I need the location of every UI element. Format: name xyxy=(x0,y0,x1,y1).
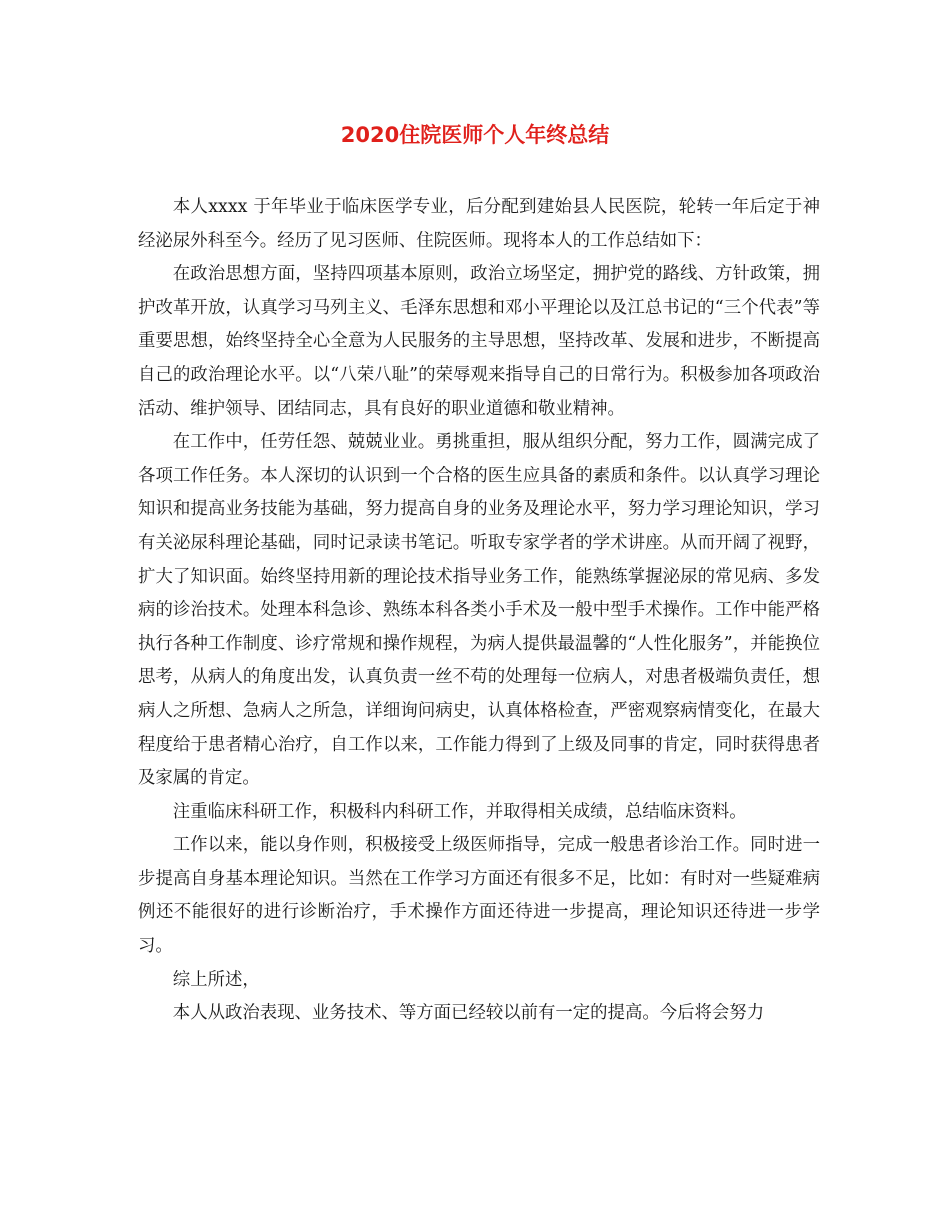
document-title: 2020住院医师个人年终总结 xyxy=(340,123,610,147)
paragraph-political-thought: 在政治思想方面，坚持四项基本原则，政治立场坚定，拥护党的路线、方针政策，拥护改革开放，认真学习马列主义、毛泽东思想和邓小平理论以及江总书记的“三个代表”等重要思想，始终坚持全心全意为人民服务的主导思想，坚持改革、发展和进步，不断提高自己的政治理论水平。以“八荣八耻”的荣辱观来指导自己的日常行为。积极参加各项政治活动、维护领导、团结同志，具有良好的职业道德和敬业精神。 xyxy=(138,264,820,419)
document-body xyxy=(138,191,820,1031)
paragraph-work-performance: 在工作中，任劳任怨、兢兢业业。勇挑重担，服从组织分配，努力工作，圆满完成了各项工作任务。本人深切的认识到一个合格的医生应具备的素质和条件。以认真学习理论知识和提高业务技能为基础，努力提高自身的业务及理论水平，努力学习理论知识，学习有关泌尿科理论基础，同时记录读书笔记。听取专家学者的学术讲座。从而开阔了视野，扩大了知识面。始终坚持用新的理论技术指导业务工作，能熟练掌握泌尿的常见病、多发病的诊治技术。处理本科急诊、熟练本科各类小手术及一般中型手术操作。工作中能严格执行各种工作制度、诊疗常规和操作规程，为病人提供最温馨的“人性化服务”，并能换位思考，从病人的角度出发，认真负责一丝不苟的处理每一位病人，对患者极端负责任，想病人之所想、急病人之所急，详细询问病史，认真体格检查，严密观察病情变化，在最大程度给于患者精心治疗，自工作以来，工作能力得到了上级及同事的肯定，同时获得患者及家属的肯定。 xyxy=(138,432,820,789)
paragraph-summary-lead: 综上所述， xyxy=(172,969,260,990)
paragraph-clinical-research: 注重临床科研工作，积极科内科研工作，并取得相关成绩，总结临床资料。 xyxy=(172,801,747,822)
paragraph-shortcomings: 工作以来，能以身作则，积极接受上级医师指导，完成一般患者诊治工作。同时进一步提高自身基本理论知识。当然在工作学习方面还有很多不足，比如：有时对一些疑难病例还不能很好的进行诊断治疗，手术操作方面还待进一步提高，理论知识还待进一步学习。 xyxy=(138,835,820,957)
paragraph-intro: 本人xxxx 于年毕业于临床医学专业，后分配到建始县人民医院，轮转一年后定于神经泌尿外科至今。经历了见习医师、住院医师。现将本人的工作总结如下： xyxy=(138,197,820,251)
paragraph-conclusion: 本人从政治表现、业务技术、等方面已经较以前有一定的提高。今后将会努力 xyxy=(172,1003,765,1024)
